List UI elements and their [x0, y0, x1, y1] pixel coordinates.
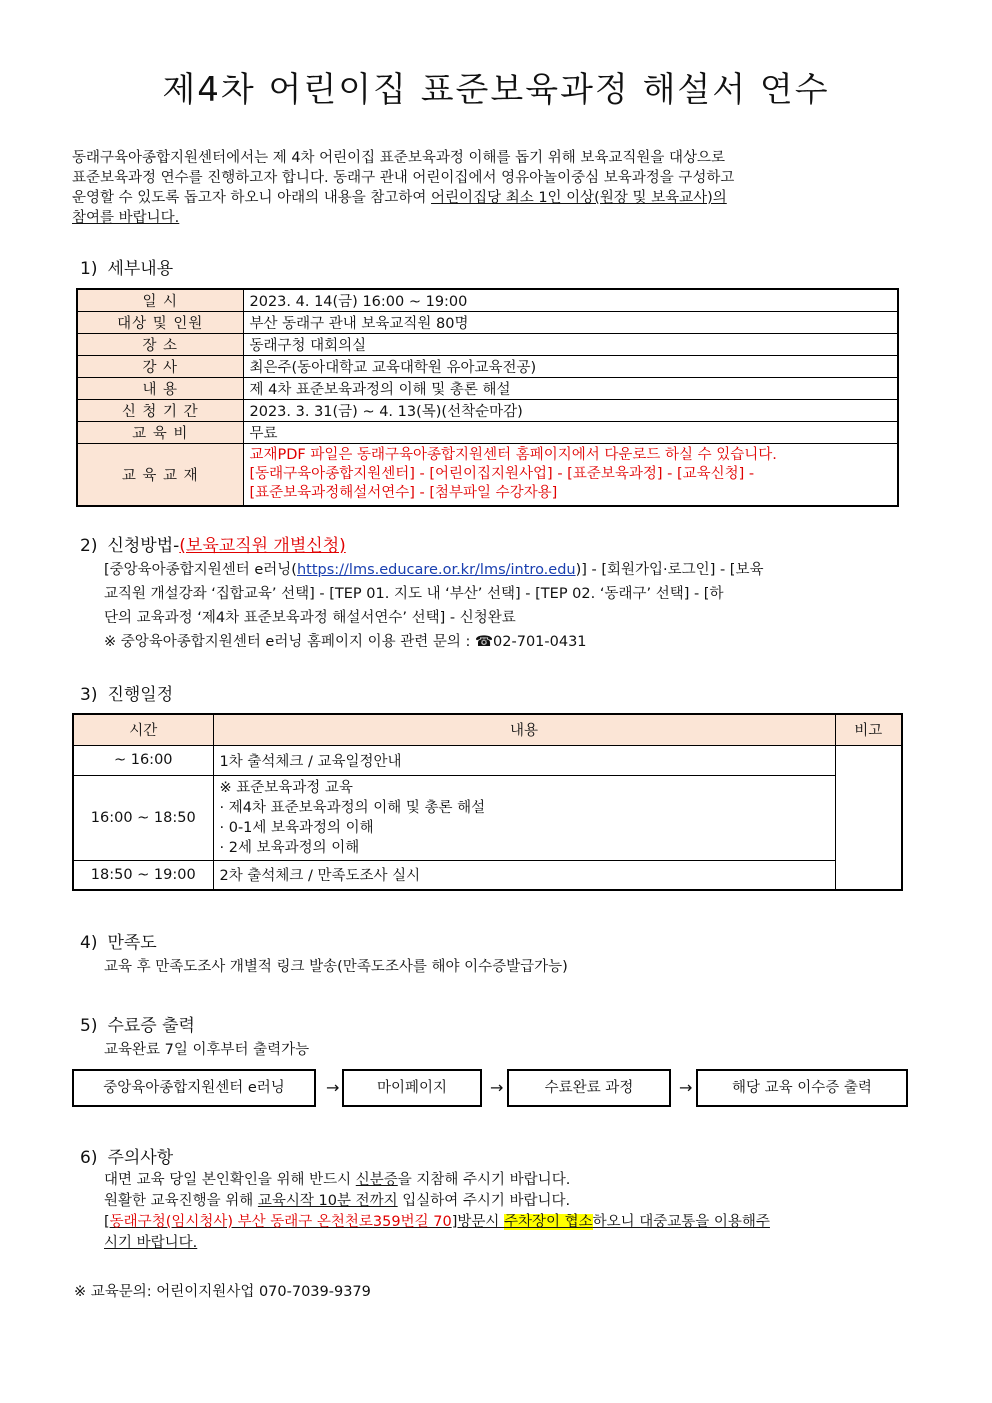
satisfaction-text: 교육 후 만족도조사 개별적 링크 발송(만족도조사를 해야 이수증발급가능) [104, 959, 568, 975]
schedule-line: ※ 표준보육과정 교육 [219, 779, 353, 796]
table-row [77, 289, 898, 312]
section-number: 1) [80, 259, 98, 279]
row-label: 장 소 [77, 334, 243, 356]
schedule-table [72, 713, 903, 891]
schedule-content: 1차 출석체크 / 교육일정안내 [213, 745, 835, 775]
section-number: 4) [80, 933, 98, 953]
row-label: 강 사 [77, 356, 243, 378]
row-value: 최은주(동아대학교 교육대학원 유아교육전공) [243, 356, 898, 378]
page-title: 제4차 어린이집 표준보육과정 해설서 연수 [162, 70, 830, 110]
parking-warning: 주차장이 협소 [503, 1214, 593, 1230]
note-line [104, 1212, 924, 1233]
section-title-emphasis: (보육교직원 개별신청) [179, 536, 346, 556]
note-text: 대면 교육 당일 본인확인을 위해 반드시 [104, 1172, 356, 1188]
schedule-content [213, 775, 835, 860]
material-info [243, 444, 898, 507]
section-heading-notes [80, 1143, 173, 1168]
table-row [77, 400, 898, 422]
section-heading-satisfaction [80, 928, 157, 953]
flow-step-elearning: 중앙육아종합지원센터 e러닝 [72, 1069, 316, 1107]
row-label: 신 청 기 간 [77, 400, 243, 422]
material-line: [동래구육아종합지원센터] - [어린이집지원사업] - [표준보육과정] - [교육신청] - [249, 466, 755, 482]
intro-paragraph [72, 148, 932, 228]
table-row [73, 860, 902, 890]
section-title: 세부내용 [107, 259, 174, 279]
intro-text: 운영할 수 있도록 돕고자 하오니 아래의 내용을 참고하여 [72, 190, 432, 206]
arrow-right-icon: → [679, 1078, 693, 1097]
row-value: 2023. 3. 31(금) ~ 4. 13(목)(선착순마감) [243, 400, 898, 422]
row-label: 내 용 [77, 378, 243, 400]
arrow-right-icon: → [326, 1078, 340, 1097]
apply-text: )] - [회원가입·로그인] - [보육 [575, 562, 764, 578]
table-row [77, 334, 898, 356]
intro-line: 동래구육아종합지원센터에서는 제 4차 어린이집 표준보육과정 이해를 돕기 위해 보육교직원을 대상으로 [72, 150, 726, 166]
row-value: 무료 [243, 422, 898, 444]
note-text: 하오니 대중교통을 이용해주 [592, 1214, 770, 1230]
note-line: 시기 바랍니다. [104, 1235, 198, 1251]
note-text: [ [104, 1214, 110, 1230]
schedule-note [835, 745, 902, 890]
apply-line [104, 558, 924, 582]
contact-footer: ※ 교육문의: 어린이지원사업 070-7039-9379 [74, 1284, 371, 1300]
row-label: 일 시 [77, 289, 243, 312]
table-row [77, 422, 898, 444]
table-row [77, 378, 898, 400]
row-value: 제 4차 표준보육과정의 이해 및 총론 해설 [243, 378, 898, 400]
schedule-time: ~ 16:00 [73, 745, 213, 775]
row-label: 대상 및 인원 [77, 312, 243, 334]
section-heading-apply [80, 531, 346, 556]
schedule-line: · 0-1세 보육과정의 이해 [219, 819, 374, 836]
flow-step-mypage: 마이페이지 [342, 1069, 482, 1107]
intro-line [72, 188, 932, 208]
note-text: ]방문시 [451, 1214, 504, 1230]
note-emphasis: 교육시작 10분 전까지 [257, 1193, 398, 1209]
column-header: 내용 [213, 714, 835, 745]
table-row [73, 775, 902, 860]
row-value: 부산 동래구 관내 보육교직원 80명 [243, 312, 898, 334]
apply-line: 교직원 개설강좌 ‘집합교육’ 선택] - [TEP 01. 지도 내 ‘부산’ 선택] - [TEP 02. ‘동래구’ 선택] - [하 [104, 586, 724, 602]
section-title: 진행일정 [107, 685, 174, 705]
schedule-time: 16:00 ~ 18:50 [73, 775, 213, 860]
section-number: 6) [80, 1148, 98, 1168]
section-number: 3) [80, 685, 98, 705]
row-value: 동래구청 대회의실 [243, 334, 898, 356]
schedule-line: · 2세 보육과정의 이해 [219, 839, 360, 856]
section-heading-certificate [80, 1011, 195, 1036]
table-row [77, 356, 898, 378]
apply-contact: ※ 중앙육아종합지원센터 e러닝 홈페이지 이용 관련 문의 : ☎02-701-0431 [104, 634, 587, 650]
table-row [77, 312, 898, 334]
certificate-text: 교육완료 7일 이후부터 출력가능 [104, 1042, 310, 1058]
note-text: 을 지참해 주시기 바랍니다. [397, 1172, 571, 1188]
section-title: 수료증 출력 [107, 1016, 195, 1036]
section-title: 신청방법- [107, 536, 180, 556]
note-emphasis: 신분증 [355, 1172, 398, 1188]
venue-address: 동래구청(임시청사) 부산 동래구 온천천로359번길 70 [109, 1214, 452, 1230]
row-value: 2023. 4. 14(금) 16:00 ~ 19:00 [243, 289, 898, 312]
section-number: 5) [80, 1016, 98, 1036]
schedule-content: 2차 출석체크 / 만족도조사 실시 [213, 860, 835, 890]
table-row [77, 444, 898, 507]
certificate-flow [72, 1069, 908, 1107]
table-row [73, 745, 902, 775]
column-header: 비고 [835, 714, 902, 745]
material-line: 교재PDF 파일은 동래구육아종합지원센터 홈페이지에서 다운로드 하실 수 있습니다. [249, 447, 777, 463]
apply-instructions [104, 558, 924, 654]
apply-line: 단의 교육과정 ‘제4차 표준보육과정 해설서연수’ 선택] - 신청완료 [104, 610, 516, 626]
note-line [104, 1170, 924, 1191]
apply-text: [중앙육아종합지원센터 e러닝( [104, 562, 297, 578]
arrow-right-icon: → [490, 1078, 504, 1097]
flow-step-completed: 수료완료 과정 [507, 1069, 671, 1107]
column-header: 시간 [73, 714, 213, 745]
section-number: 2) [80, 536, 98, 556]
flow-step-print: 해당 교육 이수증 출력 [696, 1069, 908, 1107]
intro-line [72, 208, 932, 228]
intro-emphasis: 참여를 바랍니다. [72, 210, 180, 226]
table-header-row [73, 714, 902, 745]
notes-text [104, 1170, 924, 1254]
intro-line: 표준보육과정 연수를 진행하고자 합니다. 동래구 관내 어린이집에서 영유아놀이중심 보육과정을 구성하고 [72, 170, 735, 186]
section-title: 만족도 [107, 933, 157, 953]
section-heading-details [80, 254, 173, 279]
material-line: [표준보육과정해설서연수] - [첨부파일 수강자용] [249, 485, 558, 501]
note-text: 입실하여 주시기 바랍니다. [397, 1193, 571, 1209]
details-table [76, 288, 899, 507]
note-text: 원활한 교육진행을 위해 [104, 1193, 258, 1209]
schedule-line: · 제4차 표준보육과정의 이해 및 총론 해설 [219, 799, 486, 816]
elearning-link[interactable]: https://lms.educare.or.kr/lms/intro.edu [296, 562, 576, 578]
section-heading-schedule [80, 680, 173, 705]
intro-emphasis: 어린이집당 최소 1인 이상(원장 및 보육교사)의 [431, 190, 727, 206]
schedule-time: 18:50 ~ 19:00 [73, 860, 213, 890]
row-label: 교 육 비 [77, 422, 243, 444]
section-title: 주의사항 [107, 1148, 174, 1168]
note-line [104, 1191, 924, 1212]
row-label: 교 육 교 재 [77, 444, 243, 507]
